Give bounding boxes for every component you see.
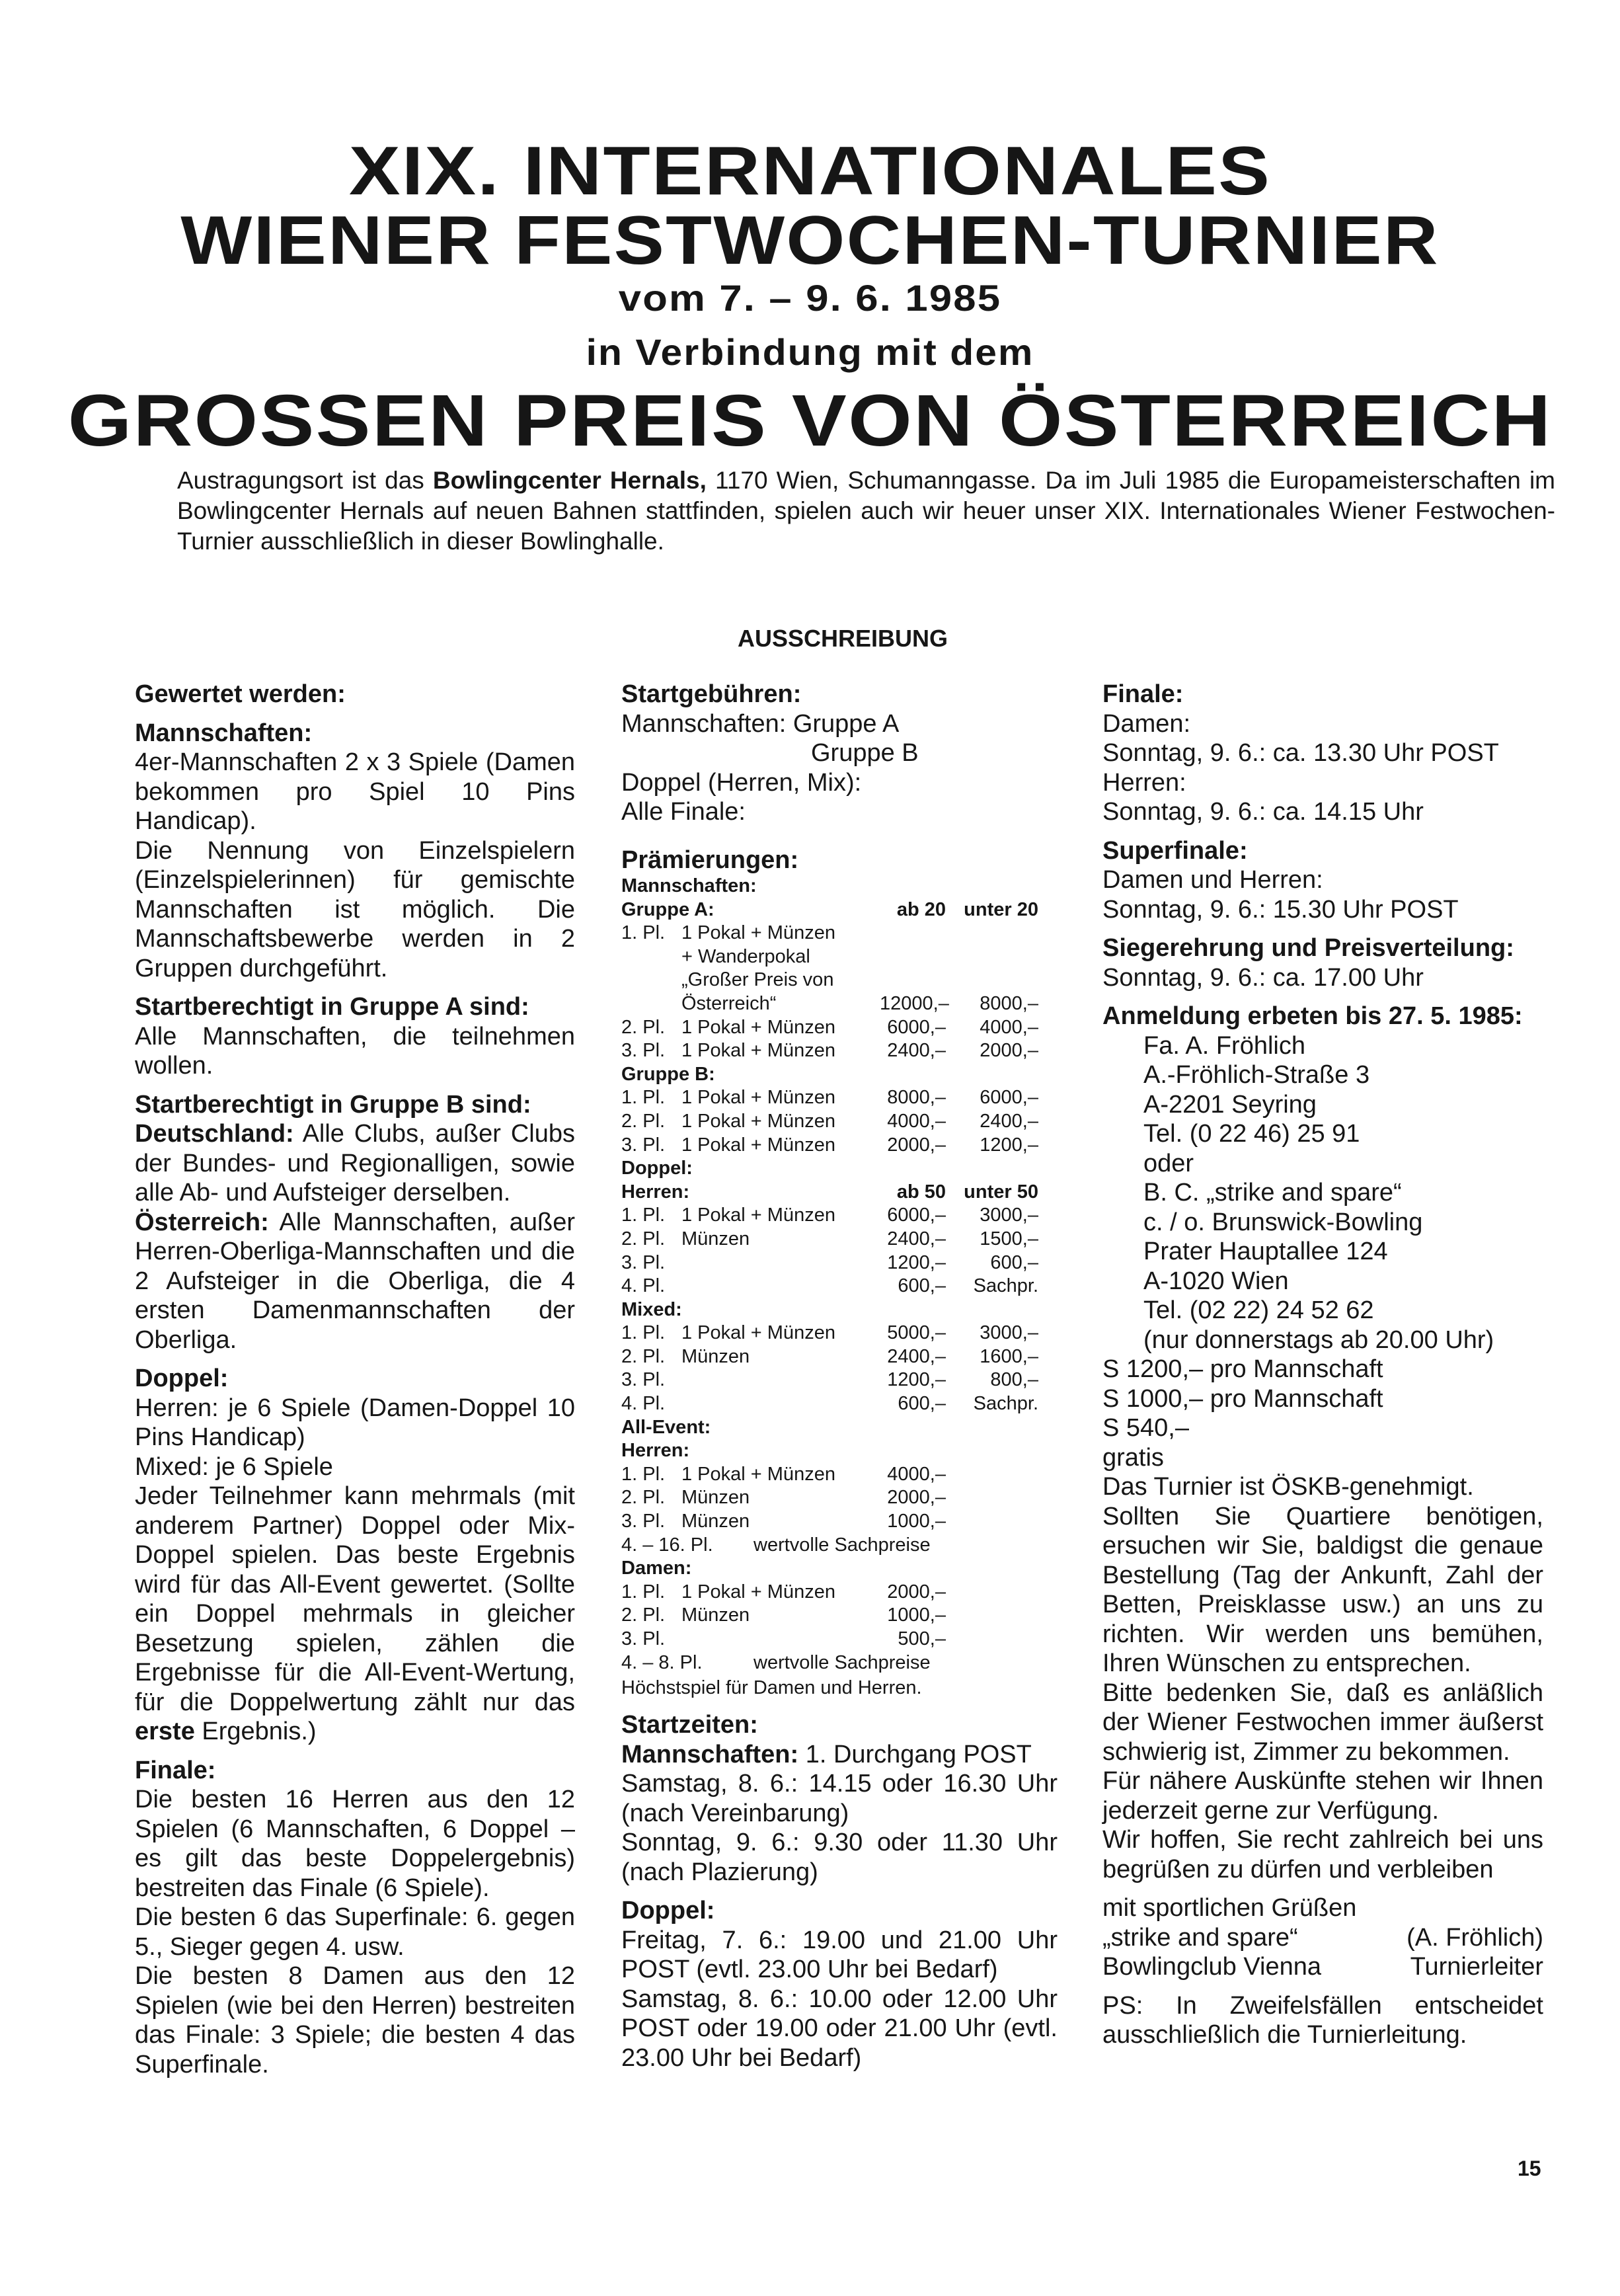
- prize-desc: wertvolle Sachpreise: [753, 1651, 931, 1673]
- text-line: Die Nennung von Einzelspielern (Einzelspielerinnen) für gemischte Mannschaften ist möglich. Die Mannschaftsbewerbe werden in 2 Gruppen durchgeführt.: [135, 836, 575, 982]
- prize-desc: [681, 898, 880, 922]
- prize-ab: 12000,–: [880, 992, 949, 1014]
- event-dates: vom 7. – 9. 6. 1985: [618, 277, 1002, 319]
- text-line: Samstag, 8. 6.: 10.00 oder 12.00 Uhr POST oder 19.00 oder 21.00 Uhr (evtl. 23.00 Uhr bei Bedarf): [621, 1985, 1058, 2072]
- heading: Startzeiten:: [621, 1711, 758, 1739]
- prize-place: 1. Pl.: [621, 1205, 666, 1226]
- prize-place: 3. Pl.: [621, 1251, 666, 1273]
- prize-unter: [946, 1510, 1038, 1534]
- prize-desc: [681, 1392, 880, 1416]
- prize-row: [621, 1392, 1058, 1416]
- prize-place: 1. Pl.: [621, 1322, 666, 1344]
- paragraph: [135, 1119, 575, 1208]
- text-line: Prater Hauptallee 124: [1143, 1238, 1388, 1265]
- prize-unter: 800,–: [990, 1369, 1038, 1391]
- heading: Siegerehrung und Preisverteilung:: [1102, 934, 1514, 962]
- heading: Finale:: [1102, 680, 1184, 708]
- prize-place: 4. Pl.: [621, 1393, 666, 1415]
- heading: Mannschaften:: [621, 875, 757, 896]
- closing-line: [1102, 1952, 1543, 1982]
- prize-unter: [946, 1463, 1038, 1487]
- section-heading: AUSSCHREIBUNG: [737, 625, 948, 652]
- prize-desc: 1 Pokal + Münzen: [681, 1016, 835, 1038]
- prize-ab: [880, 969, 946, 992]
- prize-place: 3. Pl.: [621, 1134, 666, 1156]
- text-line: mit sportlichen Grüßen: [1102, 1894, 1357, 1922]
- prize-place: 4. – 8. Pl.: [621, 1651, 703, 1673]
- prize-desc: wertvolle Sachpreise: [753, 1534, 931, 1556]
- right-column: [1102, 680, 1543, 2050]
- heading: Doppel:: [621, 1158, 693, 1179]
- prize-ab: 2400,–: [887, 1040, 946, 1062]
- text-segment: Alle Clubs, außer Clubs der Bundes- und Regionalligen, sowie alle Ab- und Aufsteiger derselben.: [135, 1120, 575, 1207]
- spacer: [1102, 1982, 1543, 1991]
- text-line: PS: In Zweifelsfällen entscheidet ausschließlich die Turnierleitung.: [1102, 1991, 1543, 2049]
- closing-right: (A. Fröhlich): [1407, 1923, 1543, 1952]
- prize-place: 2. Pl.: [621, 1110, 666, 1132]
- prize-row: [621, 1604, 1058, 1628]
- prize-place: 2. Pl.: [621, 1228, 666, 1249]
- prize-row: [621, 1110, 1058, 1134]
- prize-desc: 1 Pokal + Münzen: [681, 1087, 835, 1109]
- paragraph: [135, 1208, 575, 1355]
- prize-unter: [946, 922, 1038, 945]
- intro-paragraph: [177, 465, 1555, 557]
- prize-unter: 600,–: [990, 1251, 1038, 1273]
- text-line: Für nähere Auskünfte stehen wir Ihnen jederzeit gerne zur Verfügung.: [1102, 1767, 1543, 1825]
- prize-ab: 2000,–: [887, 1581, 946, 1603]
- prize-desc: + Wanderpokal: [681, 945, 810, 967]
- text-segment: erste: [135, 1718, 195, 1745]
- prize-place: 1. Pl.: [621, 1087, 666, 1109]
- text-line: Damen und Herren:: [1102, 866, 1323, 894]
- prize-ab: [880, 922, 946, 945]
- text-line: Alle Finale:: [621, 798, 746, 826]
- prize-ab: 1000,–: [887, 1511, 946, 1532]
- text-line: Die besten 6 das Superfinale: 6. gegen 5., Sieger gegen 4. usw.: [135, 1903, 575, 1961]
- prize-unter: [946, 1628, 1038, 1651]
- text-line: Das Turnier ist ÖSKB-genehmigt.: [1102, 1473, 1474, 1501]
- prize-place: 4. Pl.: [621, 1275, 666, 1297]
- prize-unter: Sachpr.: [973, 1275, 1038, 1297]
- text-line: Sollten Sie Quartiere benötigen, ersuchen wir Sie, baldigst die genaue Bestellung (Tag der Ankunft, Zahl der Betten, Preisklasse usw.) an uns zu richten. Wir werden uns bemühen, Ihren Wünschen zu entsprechen.: [1102, 1502, 1543, 1677]
- heading: Damen:: [621, 1558, 692, 1579]
- prize-ab: 2000,–: [887, 1134, 946, 1156]
- heading: Herren:: [621, 1440, 690, 1462]
- prize-desc: [681, 1251, 880, 1275]
- prize-place: 2. Pl.: [621, 1016, 666, 1038]
- spacer: [621, 827, 1058, 836]
- prize-unter: unter 50: [964, 1181, 1038, 1203]
- prize-row: [621, 1581, 1058, 1604]
- spacer: [1102, 1884, 1543, 1893]
- closing-line: [1102, 1923, 1543, 1953]
- heading: Prämierungen:: [621, 846, 799, 874]
- prize-row: [621, 1510, 1058, 1534]
- text-line: Tel. (0 22 46) 25 91: [1143, 1120, 1360, 1148]
- prize-ab: 600,–: [898, 1275, 946, 1297]
- prize-ab: [880, 945, 946, 969]
- prize-unter: 1500,–: [980, 1228, 1038, 1249]
- prize-desc: Münzen: [681, 1487, 750, 1509]
- text-line: Mannschaften: Gruppe A: [621, 709, 900, 738]
- prize-unter: [946, 969, 1038, 992]
- text-line: Wir hoffen, Sie recht zahlreich bei uns begrüßen zu dürfen und verbleiben: [1102, 1826, 1543, 1883]
- prize-unter: unter 20: [964, 898, 1038, 920]
- heading: Doppel:: [135, 1365, 229, 1392]
- prize-row: [621, 1228, 1058, 1251]
- prize-unter: 2000,–: [980, 1040, 1038, 1062]
- text-segment: Deutschland:: [135, 1120, 294, 1148]
- prize-row: [621, 1368, 1058, 1392]
- prize-row: [621, 1204, 1058, 1228]
- prize-ab: ab 50: [896, 1181, 946, 1203]
- prize-ab: 8000,–: [887, 1087, 946, 1109]
- text-line: Alle Mannschaften, die teilnehmen wollen.: [135, 1022, 575, 1080]
- prize-desc: 1 Pokal + Münzen: [681, 922, 835, 944]
- venue-name: Bowlingcenter Hernals,: [432, 467, 707, 494]
- prize-ab: 600,–: [898, 1393, 946, 1415]
- text-line: Tel. (02 22) 24 52 62: [1143, 1296, 1374, 1324]
- prize-row: [621, 1628, 1058, 1651]
- prize-ab: 4000,–: [887, 1463, 946, 1485]
- heading: Doppel:: [621, 1897, 715, 1925]
- prize-place: 3. Pl.: [621, 1628, 666, 1649]
- text-segment: Österreich:: [135, 1208, 269, 1236]
- prize-unter: 3000,–: [980, 1205, 1038, 1226]
- text-line: Samstag, 8. 6.: 14.15 oder 16.30 Uhr (nach Vereinbarung): [621, 1770, 1058, 1827]
- prize-desc: Münzen: [681, 1345, 750, 1367]
- closing-left: Bowlingclub Vienna: [1102, 1953, 1321, 1981]
- prize-desc: 1 Pokal + Münzen: [681, 1134, 835, 1156]
- prize-place: 3. Pl.: [621, 1511, 666, 1532]
- text-segment: Ergebnis.): [194, 1718, 317, 1745]
- prize-ab: ab 20: [896, 898, 946, 920]
- heading: Startberechtigt in Gruppe B sind:: [135, 1090, 531, 1119]
- prize-unter: Sachpr.: [973, 1393, 1038, 1415]
- prize-desc: 1 Pokal + Münzen: [681, 1205, 835, 1226]
- prize-desc: 1 Pokal + Münzen: [681, 1581, 835, 1603]
- text-line: Sonntag, 9. 6.: ca. 17.00 Uhr: [1102, 963, 1424, 992]
- heading: Startgebühren:: [621, 680, 802, 708]
- prize-unter: 2400,–: [980, 1110, 1038, 1132]
- prize-unter: 1600,–: [980, 1345, 1038, 1367]
- text-segment: Mannschaften:: [621, 1740, 799, 1768]
- prize-row: [621, 1322, 1058, 1345]
- prize-unter: 8000,–: [980, 992, 1038, 1014]
- text-line: oder: [1143, 1149, 1194, 1177]
- prize-unter: 3000,–: [980, 1322, 1038, 1344]
- prize-row: [621, 1039, 1058, 1063]
- text-segment: 1. Durchgang POST: [798, 1740, 1032, 1768]
- prize-desc: [681, 1628, 880, 1651]
- prize-ab: 2400,–: [887, 1228, 946, 1249]
- prize-place: 1. Pl.: [621, 1463, 666, 1485]
- prize-place: 4. – 16. Pl.: [621, 1534, 713, 1556]
- prize-ab: 2400,–: [887, 1345, 946, 1367]
- text-line: A.-Fröhlich-Straße 3: [1143, 1061, 1370, 1089]
- text-segment: 27. 5. 1985:: [1388, 1002, 1523, 1030]
- prize-ab: 1200,–: [887, 1251, 946, 1273]
- text-line: Sonntag, 9. 6.: 9.30 oder 11.30 Uhr (nach Plazierung): [621, 1829, 1058, 1886]
- prize-ab: 1000,–: [887, 1604, 946, 1626]
- prize-place: 3. Pl.: [621, 1040, 666, 1062]
- text-line: A-2201 Seyring: [1143, 1090, 1317, 1119]
- prize-row: [621, 1251, 1058, 1275]
- text-line: Sonntag, 9. 6.: ca. 14.15 Uhr: [1102, 798, 1424, 826]
- prize-unter: [946, 945, 1038, 969]
- paragraph: [1102, 1002, 1543, 1031]
- heading: Mannschaften:: [135, 719, 313, 747]
- heading: Finale:: [135, 1756, 216, 1784]
- prize-ab: 6000,–: [887, 1205, 946, 1226]
- text-line: Sonntag, 9. 6.: ca. 13.30 Uhr POST: [1102, 739, 1499, 767]
- intro-text: Austragungsort ist das: [177, 467, 433, 494]
- prize-row: [621, 1651, 1058, 1675]
- heading: Startberechtigt in Gruppe A sind:: [135, 993, 529, 1021]
- prize-ab: 4000,–: [887, 1110, 946, 1132]
- prize-row: [621, 1486, 1058, 1510]
- prize-place: 2. Pl.: [621, 1345, 666, 1367]
- text-line: Damen:: [1102, 709, 1191, 738]
- text-line: Bitte bedenken Sie, daß es anläßlich der Wiener Festwochen immer äußerst schwierig ist, Zimmer zu bekommen.: [1102, 1679, 1543, 1766]
- paragraph: [621, 1740, 1058, 1770]
- prize-desc: [681, 1181, 880, 1205]
- prize-desc: „Großer Preis von: [681, 969, 834, 991]
- prize-unter: [946, 1581, 1038, 1604]
- title-connector: in Verbindung mit dem: [586, 331, 1034, 373]
- text-line: (nur donnerstags ab 20.00 Uhr): [1143, 1326, 1494, 1354]
- prize-desc: Münzen: [681, 1604, 750, 1626]
- heading: Mixed:: [621, 1298, 682, 1320]
- text-line: 4er-Mannschaften 2 x 3 Spiele (Damen bekommen pro Spiel 10 Pins Handicap).: [135, 748, 575, 835]
- heading: Gewertet werden:: [135, 680, 346, 708]
- text-line: Doppel (Herren, Mix):: [621, 768, 862, 797]
- text-line: Herren:: [1102, 768, 1186, 797]
- prize-row: [621, 1534, 1058, 1558]
- prize-place: 1. Pl.: [621, 922, 666, 944]
- prize-row: [621, 1181, 1058, 1205]
- prize-ab: 2000,–: [887, 1487, 946, 1509]
- prize-row: [621, 922, 1058, 945]
- prize-desc: 1 Pokal + Münzen: [681, 1463, 835, 1485]
- prize-desc: 1 Pokal + Münzen: [681, 1322, 835, 1344]
- text-line: Fa. A. Fröhlich: [1143, 1031, 1305, 1060]
- prize-row: [621, 945, 1058, 969]
- text-segment: Alle Mannschaften, außer Herren-Oberliga-Mannschaften und die 2 Aufsteiger in die Oberliga, die 4 ersten Damenmannschaften der Oberliga.: [135, 1208, 575, 1354]
- text-segment: Anmeldung: [1102, 1002, 1241, 1030]
- prize-unter: [946, 1486, 1038, 1510]
- text-line: gratis: [1102, 1443, 1164, 1472]
- closing-left: „strike and spare“: [1102, 1923, 1298, 1952]
- text-line: Höchstspiel für Damen und Herren.: [621, 1677, 922, 1699]
- heading: All-Event:: [621, 1416, 711, 1438]
- closing-right: Turnierleiter: [1410, 1953, 1543, 1981]
- prize-row: [621, 969, 1058, 992]
- prize-desc: 1 Pokal + Münzen: [681, 1110, 835, 1132]
- prize-ab: 6000,–: [887, 1016, 946, 1038]
- intro-text: 1170 Wien, Schumanngasse. Da im Juli 1985 die Europameisterschaften im Bowlingcenter Hernals auf neuen Bahnen stattfinden, spielen auch wir heuer unser XIX. Internationales Wiener Festwochen-Turnier ausschließlich in dieser Bowlinghalle.: [177, 467, 1555, 555]
- prize-unter: 1200,–: [980, 1134, 1038, 1156]
- prize-desc: [681, 1368, 880, 1392]
- text-line: Herren: je 6 Spiele (Damen-Doppel 10 Pins Handicap): [135, 1394, 575, 1451]
- middle-column: [621, 680, 1058, 2073]
- prize-place: 2. Pl.: [621, 1487, 666, 1509]
- prize-row: [621, 1345, 1058, 1369]
- text-line: A-1020 Wien: [1143, 1267, 1289, 1295]
- prize-place: [621, 992, 681, 1016]
- prize-place: [621, 945, 681, 969]
- text-line: Die besten 16 Herren aus den 12 Spielen (6 Mannschaften, 6 Doppel – es gilt das beste Doppelergebnis) bestreiten das Finale (6 Spiele).: [135, 1786, 575, 1902]
- paragraph: [135, 1482, 575, 1747]
- prize-place: 3. Pl.: [621, 1369, 666, 1391]
- prize-row: [621, 898, 1058, 922]
- title-line-3: GROSSEN PREIS VON ÖSTERREICH: [67, 380, 1553, 461]
- prize-place: 1. Pl.: [621, 1581, 666, 1603]
- text-segment: erbeten bis: [1240, 1002, 1389, 1030]
- text-line: Freitag, 7. 6.: 19.00 und 21.00 Uhr POST (evtl. 23.00 Uhr bei Bedarf): [621, 1926, 1058, 1984]
- page-number: 15: [1518, 2157, 1541, 2180]
- prize-place: 2. Pl.: [621, 1604, 666, 1626]
- prize-row: [621, 1275, 1058, 1298]
- prize-unter: [946, 1604, 1038, 1628]
- prize-ab: 500,–: [898, 1628, 946, 1649]
- text-line: Die besten 8 Damen aus den 12 Spielen (wie bei den Herren) bestreiten das Finale: 3 Spiele; die besten 4 das Superfinale.: [135, 1962, 575, 2078]
- prize-unter: 4000,–: [980, 1016, 1038, 1038]
- prize-desc: Münzen: [681, 1228, 750, 1249]
- text-line: c. / o. Brunswick-Bowling: [1143, 1208, 1423, 1236]
- prize-desc: Münzen: [681, 1511, 750, 1532]
- heading: Superfinale:: [1102, 836, 1248, 865]
- title-line-1: XIX. INTERNATIONALES: [348, 133, 1272, 210]
- prize-unter: 6000,–: [980, 1087, 1038, 1109]
- prize-desc: 1 Pokal + Münzen: [681, 1040, 835, 1062]
- text-line: S 540,–: [1102, 1414, 1189, 1442]
- text-line: B. C. „strike and spare“: [1143, 1179, 1402, 1207]
- prize-row: [621, 1463, 1058, 1487]
- text-line: S 1000,– pro Mannschaft: [1102, 1384, 1383, 1413]
- left-column: [135, 680, 575, 2079]
- title-line-2: WIENER FESTWOCHEN-TURNIER: [180, 202, 1440, 279]
- prize-row: [621, 992, 1058, 1016]
- prize-ab: 5000,–: [887, 1322, 946, 1344]
- prize-place: Gruppe A:: [621, 898, 714, 920]
- prize-row: [621, 1086, 1058, 1110]
- prize-ab: 1200,–: [887, 1369, 946, 1391]
- text-line: Mixed: je 6 Spiele: [135, 1452, 333, 1481]
- prize-place: [621, 969, 681, 992]
- prize-place: Herren:: [621, 1181, 690, 1203]
- text-segment: Jeder Teilnehmer kann mehrmals (mit anderem Partner) Doppel oder Mix-Doppel spielen. Das beste Ergebnis wird für das All-Event gewertet. (Sollte ein Doppel mehrmals in gleicher Besetzung spielen, zählen die Ergebnisse für die All-Event-Wertung, für die Doppelwertung zählt nur das: [135, 1482, 575, 1716]
- text-line: Gruppe B: [811, 739, 919, 767]
- heading: Gruppe B:: [621, 1063, 715, 1085]
- text-line: Sonntag, 9. 6.: 15.30 Uhr POST: [1102, 895, 1459, 924]
- prize-desc: Österreich“: [681, 992, 777, 1014]
- prize-row: [621, 1134, 1058, 1158]
- prize-row: [621, 1016, 1058, 1040]
- text-line: S 1200,– pro Mannschaft: [1102, 1355, 1383, 1383]
- prize-desc: [681, 1275, 880, 1298]
